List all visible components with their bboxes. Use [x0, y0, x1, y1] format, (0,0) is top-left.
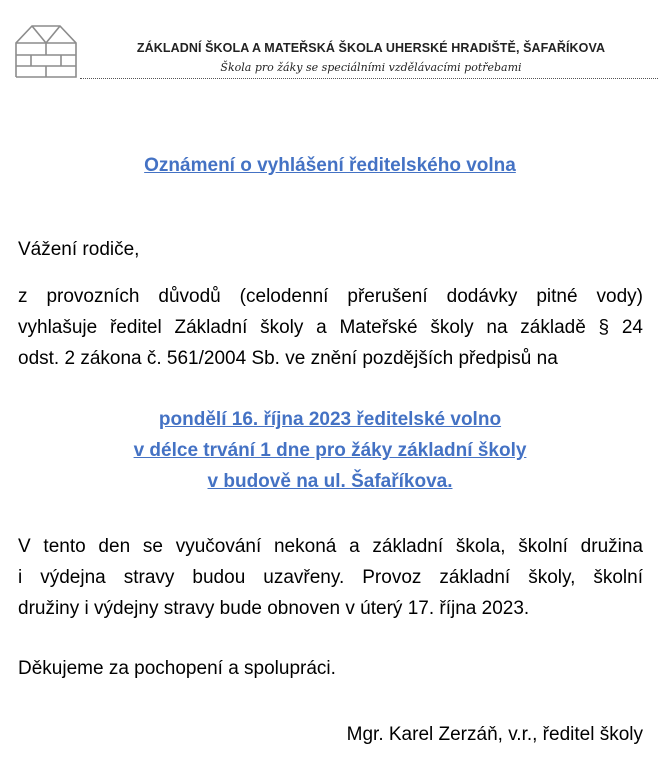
- salutation: Vážení rodiče,: [18, 239, 140, 260]
- school-motto: Škola pro žáky se speciálními vzdělávacími potřebami: [220, 61, 522, 74]
- paragraph-line: družiny i výdejny stravy bude obnoven v úterý 17. října 2023.: [18, 598, 530, 619]
- school-logo-icon: [15, 25, 77, 78]
- highlight-line: v délce trvání 1 dne pro žáky základní školy: [133, 440, 527, 461]
- paragraph-intro: [18, 281, 643, 374]
- thanks-line: Děkujeme za pochopení a spolupráci.: [18, 658, 336, 679]
- paragraph-details: [18, 531, 643, 624]
- header-divider: [80, 78, 658, 79]
- announcement-title: Oznámení o vyhlášení ředitelského volna: [144, 155, 516, 176]
- school-name: ZÁKLADNÍ ŠKOLA A MATEŘSKÁ ŠKOLA UHERSKÉ HRADIŠTĚ, ŠAFAŘÍKOVA: [136, 41, 606, 55]
- paragraph-line: z provozních důvodů (celodenní přerušení dodávky pitné vody): [18, 286, 643, 307]
- holiday-highlight: [0, 404, 660, 497]
- paragraph-line: V tento den se vyučování nekoná a základní škola, školní družina: [18, 536, 643, 557]
- paragraph-line: odst. 2 zákona č. 561/2004 Sb. ve znění pozdějších předpisů na: [18, 348, 558, 369]
- paragraph-line: vyhlašuje ředitel Základní školy a Mateřské školy na základě § 24: [18, 317, 643, 338]
- signature: Mgr. Karel Zerzáň, v.r., ředitel školy: [346, 724, 643, 745]
- highlight-line: pondělí 16. října 2023 ředitelské volno: [158, 409, 502, 430]
- highlight-line: v budově na ul. Šafaříkova.: [207, 471, 453, 492]
- paragraph-line: i výdejna stravy budou uzavřeny. Provoz základní školy, školní: [18, 567, 643, 588]
